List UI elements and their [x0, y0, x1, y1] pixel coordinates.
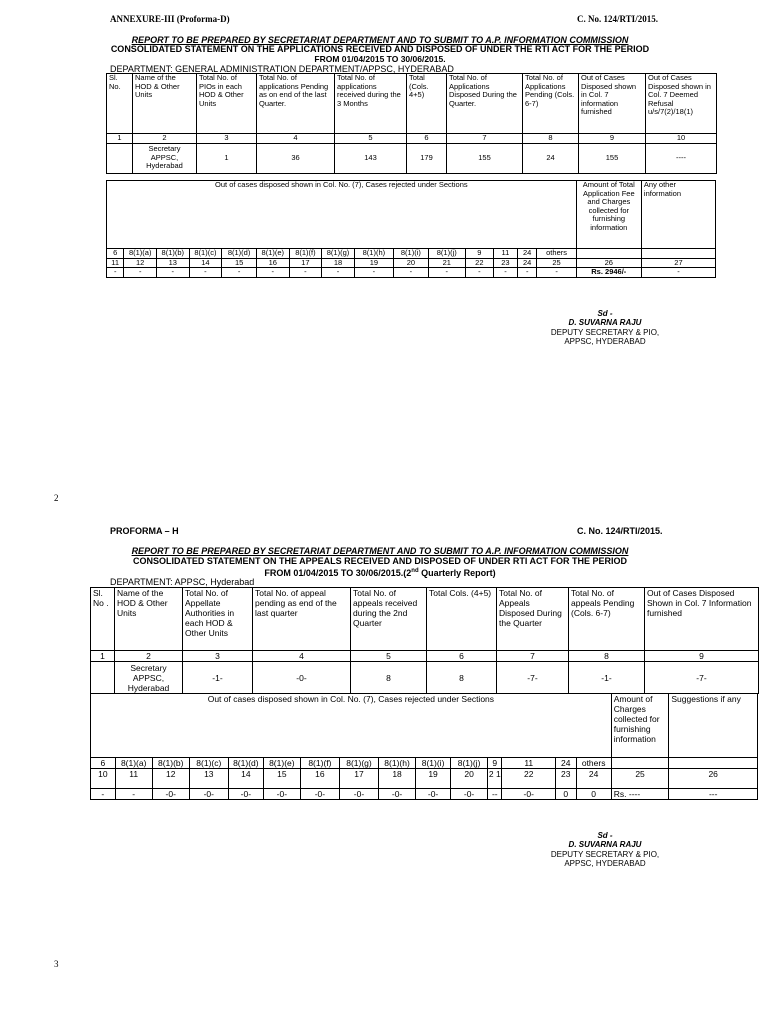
col-number-cell: 21 — [428, 258, 465, 268]
header-cell: Name of the HOD & Other Units — [133, 74, 197, 134]
section-cell: 8(1)(i) — [393, 249, 428, 259]
signatory-designation: DEPUTY SECRETARY & PIO, — [550, 327, 660, 337]
col-number-cell: 3 — [197, 134, 257, 144]
value-cell: - — [517, 268, 537, 278]
col-number-cell: 27 — [641, 258, 715, 268]
value-cell: - — [322, 268, 355, 278]
col-number-cell: 12 — [152, 769, 189, 789]
section-cell: others — [576, 758, 611, 769]
col-number-cell: 1 — [107, 134, 133, 144]
col-number-cell: 2 — [115, 651, 183, 662]
header-cell: Total (Cols. 4+5) — [407, 74, 447, 134]
col-number-cell: 12 — [124, 258, 157, 268]
col-number-cell: 8 — [523, 134, 579, 144]
header-cell: Total No. of Appeals Disposed During the Quarter — [497, 588, 569, 651]
signatory-name: D. SUVARNA RAJU — [568, 840, 642, 850]
col-number-cell: 11 — [107, 258, 124, 268]
col-number-cell: 24 — [576, 769, 611, 789]
header-cell: Total No. of Appellate Authorities in each HOD & Other Units — [183, 588, 253, 651]
value-cell: -0- — [502, 789, 556, 800]
period-text: FROM 01/04/2015 TO 30/06/2015.(2 — [264, 568, 412, 578]
section-cell: 8(1)(g) — [322, 249, 355, 259]
section-cell: 8(1)(g) — [339, 758, 378, 769]
section-cell: 8(1)(j) — [451, 758, 488, 769]
table-cell: 143 — [335, 143, 407, 173]
col-number-cell: 14 — [189, 258, 222, 268]
col-number-cell: 10 — [646, 134, 717, 144]
col-number-cell: 13 — [189, 769, 228, 789]
period-suffix: Quarterly Report) — [418, 568, 496, 578]
value-cell: - — [493, 268, 517, 278]
fee-amount-cell: Rs. 2946/- — [576, 268, 641, 278]
rejected-sections-heading: Out of cases disposed shown in Col. No. (7), Cases rejected under Sections — [91, 694, 612, 758]
col-number-cell: 23 — [555, 769, 576, 789]
table-header-row — [91, 588, 759, 651]
section-cell: 24 — [555, 758, 576, 769]
header-cell: Sl. No. — [107, 74, 133, 134]
table-cell: 8 — [427, 662, 497, 694]
department-label: DEPARTMENT: GENERAL ADMINISTRATION DEPARTMENT/APPSC, HYDERABAD — [110, 64, 454, 74]
table-cell: 155 — [579, 143, 646, 173]
header-cell: Total No. of Applications Disposed During the Quarter. — [447, 74, 523, 134]
appeals-summary-table — [90, 587, 759, 694]
proforma-label: PROFORMA – H — [110, 526, 179, 536]
section-cell: 8(1)(b) — [152, 758, 189, 769]
col-number-cell: 5 — [335, 134, 407, 144]
header-cell: Out of Cases Disposed shown in Col. 7 Deemed Refusal u/s/7(2)/18(1) — [646, 74, 717, 134]
empty-cell — [611, 758, 669, 769]
table-cell: ---- — [646, 143, 717, 173]
col-number-cell: 7 — [497, 651, 569, 662]
table-cell: 1 — [197, 143, 257, 173]
page-number: 3 — [54, 959, 59, 969]
header-cell: Total No. of appeal pending as end of the last quarter — [253, 588, 351, 651]
section-cell: 8(1)(e) — [257, 249, 290, 259]
header-cell: Total No. of appeals received during the 2nd Quarter — [351, 588, 427, 651]
table-cell: Secretary APPSC, Hyderabad — [133, 143, 197, 173]
value-cell: -0- — [152, 789, 189, 800]
empty-cell — [641, 249, 715, 259]
section-row — [107, 249, 716, 259]
report-subtitle: CONSOLIDATED STATEMENT ON THE APPLICATIONS RECEIVED AND DISPOSED OF UNDER THE RTI ACT FOR THE PERIOD — [110, 44, 650, 54]
col-number-cell: 9 — [579, 134, 646, 144]
table-row — [107, 143, 717, 173]
value-cell: - — [641, 268, 715, 278]
table-header-row — [91, 694, 758, 758]
report-title: REPORT TO BE PREPARED BY SECRETARIAT DEPARTMENT AND TO SUBMIT TO A.P. INFORMATION COMMISSION — [131, 546, 629, 556]
section-cell: 9 — [488, 758, 502, 769]
col-number-cell: 16 — [257, 258, 290, 268]
department-label: DEPARTMENT: APPSC, Hyderabad — [110, 577, 255, 587]
table-cell — [91, 662, 115, 694]
col-number-cell: 19 — [416, 769, 451, 789]
table-cell: -1- — [183, 662, 253, 694]
report-period: FROM 01/04/2015 TO 30/06/2015. — [314, 54, 446, 64]
value-cell: -0- — [189, 789, 228, 800]
value-cell: - — [107, 268, 124, 278]
value-cell: -0- — [339, 789, 378, 800]
value-cell: -0- — [416, 789, 451, 800]
annexure-label: ANNEXURE-III (Proforma-D) — [110, 14, 230, 24]
section-cell: 8(1)(a) — [115, 758, 152, 769]
table-cell: -0- — [253, 662, 351, 694]
section-cell: 11 — [493, 249, 517, 259]
col-number-cell: 13 — [157, 258, 190, 268]
column-number-row — [91, 769, 758, 789]
fee-header: Amount of Total Application Fee and Charges collected for furnishing information — [576, 181, 641, 249]
column-number-row — [107, 134, 717, 144]
signatory-office: APPSC, HYDERABAD — [564, 337, 646, 347]
table-cell: 36 — [257, 143, 335, 173]
values-row — [91, 789, 758, 800]
header-cell: Total No. of applications received during the 3 Months — [335, 74, 407, 134]
col-number-cell: 4 — [257, 134, 335, 144]
fee-header: Amount of Charges collected for furnishing information — [611, 694, 669, 758]
header-cell: Total No. of appeals Pending (Cols. 6-7) — [569, 588, 645, 651]
value-cell: - — [189, 268, 222, 278]
value-cell: - — [222, 268, 257, 278]
col-number-cell: 17 — [339, 769, 378, 789]
reference-number: C. No. 124/RTI/2015. — [577, 14, 658, 24]
col-number-cell: 2 — [133, 134, 197, 144]
col-number-cell: 9 — [645, 651, 759, 662]
col-number-cell: 15 — [263, 769, 300, 789]
header-cell: Total Cols. (4+5) — [427, 588, 497, 651]
signature-block — [530, 831, 680, 869]
col-number-cell: 26 — [576, 258, 641, 268]
value-cell: -0- — [300, 789, 339, 800]
section-cell: 9 — [465, 249, 493, 259]
page-number: 2 — [54, 493, 59, 503]
col-number-cell: 3 — [183, 651, 253, 662]
col-number-cell: 23 — [493, 258, 517, 268]
value-cell: - — [393, 268, 428, 278]
section-cell: 8(1)(d) — [228, 758, 263, 769]
signatory-designation: DEPUTY SECRETARY & PIO, — [550, 849, 660, 859]
value-cell: - — [124, 268, 157, 278]
fee-amount-cell: Rs. ---- — [611, 789, 669, 800]
section-cell: 8(1)(f) — [289, 249, 322, 259]
section-cell: 11 — [502, 758, 556, 769]
section-cell: 8(1)(e) — [263, 758, 300, 769]
period-superscript: nd — [411, 568, 419, 574]
col-number-cell: 16 — [300, 769, 339, 789]
section-cell: 8(1)(c) — [189, 758, 228, 769]
col-number-cell: 24 — [517, 258, 537, 268]
report-title: REPORT TO BE PREPARED BY SECRETARIAT DEPARTMENT AND TO SUBMIT TO A.P. INFORMATION COMMISSION — [131, 35, 629, 45]
table-cell: Secretary APPSC, Hyderabad — [115, 662, 183, 694]
col-number-cell: 6 — [427, 651, 497, 662]
col-number-cell: 19 — [354, 258, 393, 268]
value-cell: - — [257, 268, 290, 278]
value-cell: -0- — [379, 789, 416, 800]
col-number-cell: 14 — [228, 769, 263, 789]
header-cell: Out of Cases Disposed Shown in Col. 7 Information furnished — [645, 588, 759, 651]
col-number-cell: 15 — [222, 258, 257, 268]
section-cell: 8(1)(c) — [189, 249, 222, 259]
header-cell: Out of Cases Disposed shown in Col. 7 information furnished — [579, 74, 646, 134]
column-number-row — [107, 258, 716, 268]
column-number-row — [91, 651, 759, 662]
signature-sd: Sd - — [597, 831, 613, 840]
appeal-rejection-sections-table — [90, 693, 758, 800]
value-cell: -0- — [228, 789, 263, 800]
col-number-cell: 11 — [115, 769, 152, 789]
section-cell: 6 — [107, 249, 124, 259]
value-cell: -- — [488, 789, 502, 800]
table-cell: 179 — [407, 143, 447, 173]
col-number-cell: 22 — [465, 258, 493, 268]
value-cell: - — [465, 268, 493, 278]
section-cell: 8(1)(a) — [124, 249, 157, 259]
signatory-office: APPSC, HYDERABAD — [564, 859, 646, 869]
values-row — [107, 268, 716, 278]
col-number-cell: 6 — [407, 134, 447, 144]
col-number-cell: 22 — [502, 769, 556, 789]
empty-cell — [576, 249, 641, 259]
value-cell: --- — [669, 789, 758, 800]
table-row — [91, 662, 759, 694]
header-cell: Total No. of Applications Pending (Cols. 6-7) — [523, 74, 579, 134]
value-cell: - — [289, 268, 322, 278]
section-cell: 8(1)(i) — [416, 758, 451, 769]
value-cell: - — [537, 268, 576, 278]
value-cell: - — [91, 789, 116, 800]
header-cell: Total No. of PIOs in each HOD & Other Units — [197, 74, 257, 134]
col-number-cell: 25 — [537, 258, 576, 268]
col-number-cell: 7 — [447, 134, 523, 144]
col-number-cell: 1 — [91, 651, 115, 662]
header-cell: Total No. of applications Pending as on end of the last Quarter. — [257, 74, 335, 134]
header-cell: Name of the HOD & Other Units — [115, 588, 183, 651]
col-number-cell: 18 — [379, 769, 416, 789]
other-info-header: Any other information — [641, 181, 715, 249]
value-cell: - — [354, 268, 393, 278]
section-cell: 6 — [91, 758, 116, 769]
section-cell: 8(1)(h) — [379, 758, 416, 769]
section-row — [91, 758, 758, 769]
signature-sd: Sd - — [597, 309, 613, 318]
table-cell: -7- — [645, 662, 759, 694]
empty-cell — [669, 758, 758, 769]
section-cell: others — [537, 249, 576, 259]
table-cell: 8 — [351, 662, 427, 694]
value-cell: 0 — [576, 789, 611, 800]
table-header-row — [107, 181, 716, 249]
section-cell: 8(1)(j) — [428, 249, 465, 259]
report-subtitle: CONSOLIDATED STATEMENT ON THE APPEALS RECEIVED AND DISPOSED OF UNDER RTI ACT FOR THE PERIOD — [132, 556, 628, 566]
col-number-cell: 10 — [91, 769, 116, 789]
signature-block — [530, 309, 680, 347]
col-number-cell: 18 — [322, 258, 355, 268]
col-number-cell: 17 — [289, 258, 322, 268]
value-cell: 0 — [555, 789, 576, 800]
table-cell: -1- — [569, 662, 645, 694]
col-number-cell: 5 — [351, 651, 427, 662]
value-cell: -0- — [263, 789, 300, 800]
section-cell: 8(1)(d) — [222, 249, 257, 259]
section-cell: 8(1)(h) — [354, 249, 393, 259]
header-cell: Sl. No . — [91, 588, 115, 651]
value-cell: - — [157, 268, 190, 278]
col-number-cell: 8 — [569, 651, 645, 662]
signatory-name: D. SUVARNA RAJU — [568, 318, 642, 328]
reference-number: C. No. 124/RTI/2015. — [577, 526, 663, 536]
value-cell: - — [428, 268, 465, 278]
col-number-cell: 25 — [611, 769, 669, 789]
col-number-cell: 2 1 — [488, 769, 502, 789]
suggestions-header: Suggestions if any — [669, 694, 758, 758]
col-number-cell: 20 — [451, 769, 488, 789]
rejection-sections-table — [106, 180, 716, 278]
applications-summary-table — [106, 73, 717, 174]
table-cell: -7- — [497, 662, 569, 694]
section-cell: 24 — [517, 249, 537, 259]
value-cell: - — [115, 789, 152, 800]
table-cell — [107, 143, 133, 173]
col-number-cell: 20 — [393, 258, 428, 268]
col-number-cell: 4 — [253, 651, 351, 662]
rejected-sections-heading: Out of cases disposed shown in Col. No. (7), Cases rejected under Sections — [107, 181, 577, 249]
value-cell: -0- — [451, 789, 488, 800]
section-cell: 8(1)(b) — [157, 249, 190, 259]
table-header-row — [107, 74, 717, 134]
col-number-cell: 26 — [669, 769, 758, 789]
table-cell: 24 — [523, 143, 579, 173]
table-cell: 155 — [447, 143, 523, 173]
section-cell: 8(1)(f) — [300, 758, 339, 769]
